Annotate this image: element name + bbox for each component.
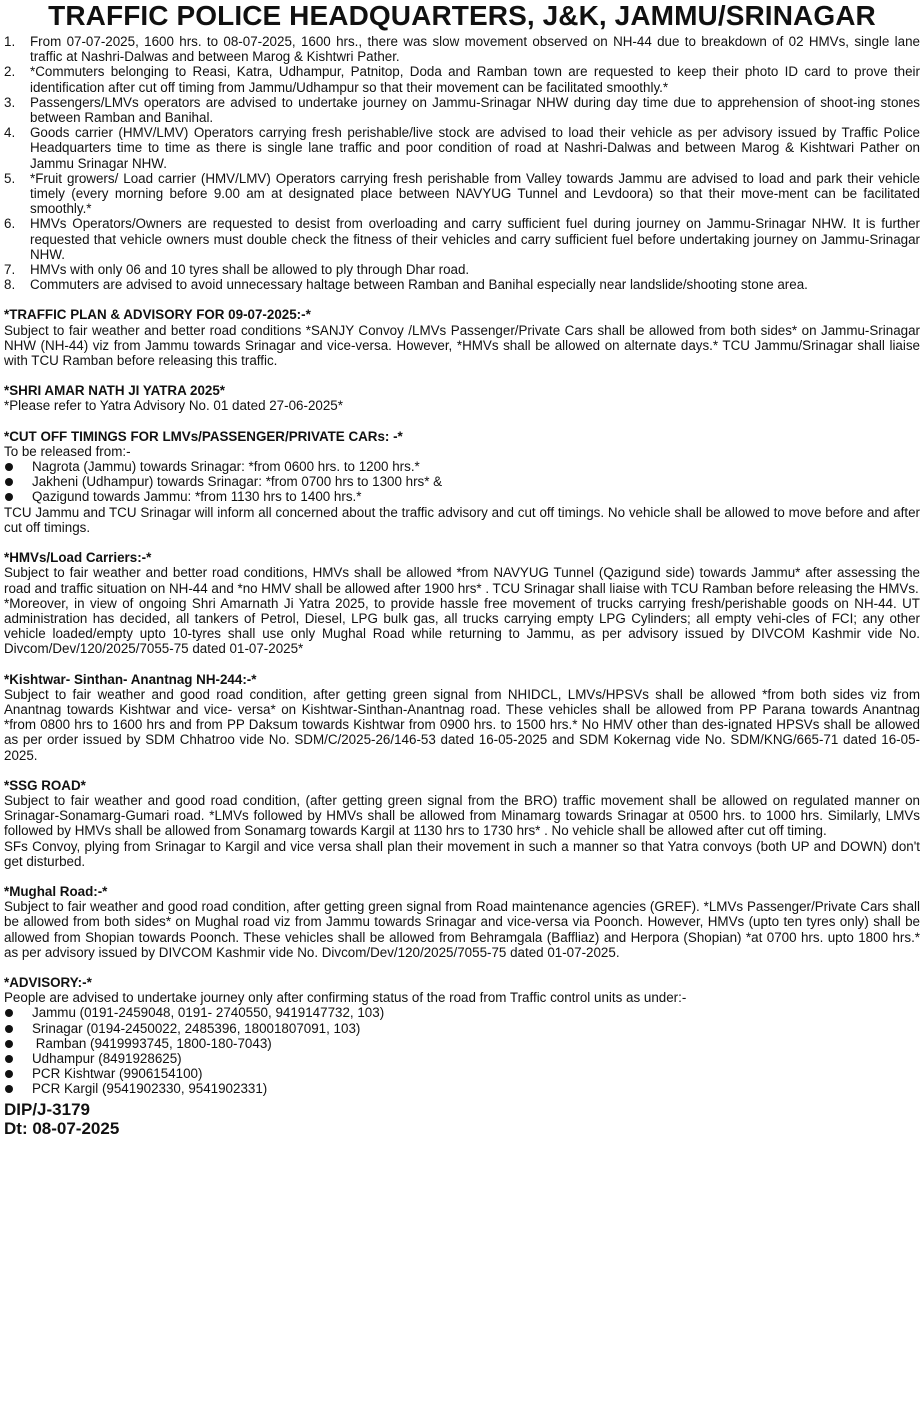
- section-intro: People are advised to undertake journey only after confirming status of the road from Traffic control units as under:-: [4, 990, 687, 1006]
- list-item: PCR Kargil (9541902330, 9541902331): [4, 1081, 920, 1096]
- yatra-section: [4, 383, 920, 413]
- bullet-icon: [4, 489, 32, 504]
- section-body: Subject to fair weather and better road conditions *SANJY Convoy /LMVs Passenger/Private Cars shall be allowed from both sides* on Jammu-Srinagar NHW (NH-44) viz from Jammu towards Srinagar and vice-versa. However, *HMVs shall be allowed on alternate days.* TCU Jammu/Srinagar shall liaise with TCU Ramban before releasing this traffic.: [4, 322, 920, 369]
- contact-list: [4, 1005, 920, 1096]
- list-item: 6. HMVs Operators/Owners are requested to desist from overloading and carry sufficient fuel during journey on Jammu-Srinagar NHW. It is further requested that vehicle owners must double check the fitness of their vehicles and carry sufficient fuel before undertaking journey on Jammu-Srinagar NHW.: [4, 216, 920, 262]
- section-body: Subject to fair weather and good road condition, (after getting green signal from the BRO) traffic movement shall be allowed on regulated manner on Srinagar-Sonamarg-Gumari road. *LMVs followed by HMVs shall be allowed from Minamarg towards Srinagar at 0500 hrs. to 1000 hrs. Similarly, LMVs followed by HMVs shall be allowed from Sonamarg towards Kargil at 1130 hrs to 1730 hrs* . No vehicle shall be allowed after cut off timing.: [4, 792, 920, 839]
- section-body: TCU Jammu and TCU Srinagar will inform all concerned about the traffic advisory and cut off timings. No vehicle shall be allowed to move before and after cut off timings.: [4, 504, 920, 535]
- list-item: 8. Commuters are advised to avoid unnecessary haltage between Ramban and Banihal especially near landslide/shooting stone area.: [4, 277, 808, 293]
- section-heading: *ADVISORY:-*: [4, 974, 92, 990]
- section-heading: *SHRI AMAR NATH JI YATRA 2025*: [4, 383, 225, 399]
- bullet-icon: [4, 1036, 32, 1051]
- numbered-notes: [4, 34, 920, 292]
- list-item: Ramban (9419993745, 1800-180-7043): [4, 1036, 920, 1051]
- section-body: Subject to fair weather and good road condition, after getting green signal from NHIDCL, LMVs/HPSVs shall be allowed *from both sides viz from Anantnag towards Kishtwar and vice- versa* on Kishtwar-Sinthan-Anantnag road. These vehicles shall be allowed from PP Parana towards Anantnag *from 0800 hrs to 1600 hrs and from PP Daksum towards Kishtwar from 0900 hrs. to 1500 hrs.* No HMV other than des-ignated HPSVs shall be allowed as per order issued by SDM Chhatroo vide No. SDM/C/2025-26/146-53 dated 16-05-2025 and SDM Kokernag vide No. SDM/KNG/665-71 dated 16-05-2025.: [4, 686, 920, 763]
- bullet-icon: [4, 1066, 32, 1081]
- list-item: Jammu (0191-2459048, 0191- 2740550, 9419147732, 103): [4, 1005, 920, 1020]
- bullet-icon: [4, 474, 32, 489]
- page-title: TRAFFIC POLICE HEADQUARTERS, J&K, JAMMU/SRINAGAR: [48, 0, 876, 31]
- list-item: Udhampur (8491928625): [4, 1051, 920, 1066]
- traffic-plan-section: [4, 307, 920, 368]
- list-item: 1. From 07-07-2025, 1600 hrs. to 08-07-2025, 1600 hrs., there was slow movement observed on NH-44 due to breakdown of 02 HMVs, single lane traffic at Nashri-Dalwas and between Marog & Kishtwri Pather.: [4, 34, 920, 65]
- bullet-icon: [4, 1005, 32, 1020]
- cutoff-section: [4, 429, 920, 535]
- list-item: Nagrota (Jammu) towards Srinagar: *from 0600 hrs. to 1200 hrs.*: [4, 459, 920, 474]
- section-body: Subject to fair weather and good road condition, after getting green signal from Road maintenance agencies (GREF). *LMVs Passenger/Private Cars shall be allowed from both sides* on Mughal road viz from Jammu towards Srinagar and vice-versa via Poonch. However, HMVs (upto ten tyres only) shall be allowed from Shopian towards Poonch. These vehicles shall be allowed from Behramgala (Baffliaz) and Herpora (Shopian) *at 0700 hrs. upto 1800 hrs.* as per advisory issued by DIVCOM Kashmir vide No. Divcom/Dev/120/2025/7055-75 dated 01-07-2025.: [4, 899, 920, 960]
- section-body: SFs Convoy, plying from Srinagar to Kargil and vice versa shall plan their movement in such a manner so that Yatra convoys (both UP and DOWN) don't get disturbed.: [4, 838, 920, 869]
- list-item: 4. Goods carrier (HMV/LMV) Operators carrying fresh perishable/live stock are advised to load their vehicle as per advisory issued by Traffic Police Headquarters time to time as there is single lane traffic and poor condition of road at Nashri-Dalwas and between Marog & Kishtwari Pather on Jammu Srinagar NHW.: [4, 125, 920, 171]
- section-body: Subject to fair weather and better road conditions, HMVs shall be allowed *from NAVYUG Tunnel (Qazigund side) towards Jammu* after assessing the road and traffic situation on NH-44 and *no HMV shall be allowed after 1900 hrs* . TCU Srinagar shall liaise with TCU Ramban before releasing the HMVs.: [4, 565, 920, 596]
- hmv-section: [4, 550, 920, 656]
- document-footer: [4, 1100, 920, 1138]
- bullet-icon: [4, 1051, 32, 1066]
- section-intro: To be released from:-: [4, 443, 131, 459]
- section-heading: *HMVs/Load Carriers:-*: [4, 550, 152, 566]
- section-heading: *TRAFFIC PLAN & ADVISORY FOR 09-07-2025:-*: [4, 307, 311, 323]
- list-item: 2. *Commuters belonging to Reasi, Katra, Udhampur, Patnitop, Doda and Ramban town are requested to keep their photo ID card to prove their identification after cut off timing from Jammu/Udhampur so that their movement can be facilitated smoothly.*: [4, 64, 920, 95]
- kishtwar-section: [4, 672, 920, 763]
- list-item: PCR Kishtwar (9906154100): [4, 1066, 920, 1081]
- list-item: Qazigund towards Jammu: *from 1130 hrs to 1400 hrs.*: [4, 489, 920, 504]
- ssg-section: [4, 778, 920, 869]
- cutoff-list: [4, 459, 920, 505]
- section-heading: *Mughal Road:-*: [4, 883, 108, 899]
- list-item: Jakheni (Udhampur) towards Srinagar: *from 0700 hrs to 1300 hrs* &: [4, 474, 920, 489]
- section-body: *Please refer to Yatra Advisory No. 01 dated 27-06-2025*: [4, 398, 343, 414]
- bullet-icon: [4, 1021, 32, 1036]
- advisory-section: [4, 975, 920, 1097]
- reference-number: DIP/J-3179: [4, 1099, 90, 1119]
- list-item: 7. HMVs with only 06 and 10 tyres shall be allowed to ply through Dhar road.: [4, 262, 470, 278]
- document-date: Dt: 08-07-2025: [4, 1118, 120, 1138]
- mughal-section: [4, 884, 920, 960]
- list-item: 5. *Fruit growers/ Load carrier (HMV/LMV) Operators carrying fresh perishable from Valley towards Jammu are advised to load and park their vehicle timely (every morning before 9.00 am at designated place between NAVYUG Tunnel and Levdoora) so that their move-ment can be facilitated smoothly.*: [4, 170, 920, 217]
- section-heading: *Kishtwar- Sinthan- Anantnag NH-244:-*: [4, 671, 257, 687]
- section-body: *Moreover, in view of ongoing Shri Amarnath Ji Yatra 2025, to provide hassle free movement of trucks carrying fresh/perishable goods on NH-44. UT administration has decided, all tankers of Petrol, Diesel, LPG bulk gas, all trucks carrying empty LPG Cylinders; all empty vehi-cles of FCI; any other vehicle loaded/empty upto 10-tyres shall use only Mughal Road while returning to Jammu, as per advisory issued by DIVCOM Kashmir vide No. Divcom/Dev/120/2025/7055-75 dated 01-07-2025*: [4, 595, 920, 657]
- list-item: Srinagar (0194-2450022, 2485396, 18001807091, 103): [4, 1021, 920, 1036]
- list-item: 3. Passengers/LMVs operators are advised to undertake journey on Jammu-Srinagar NHW during day time due to apprehension of shoot-ing stones between Ramban and Banihal.: [4, 94, 920, 126]
- bullet-icon: [4, 459, 32, 474]
- section-heading: *SSG ROAD*: [4, 777, 86, 793]
- bullet-icon: [4, 1081, 32, 1096]
- section-heading: *CUT OFF TIMINGS FOR LMVs/PASSENGER/PRIVATE CARs: -*: [4, 428, 403, 444]
